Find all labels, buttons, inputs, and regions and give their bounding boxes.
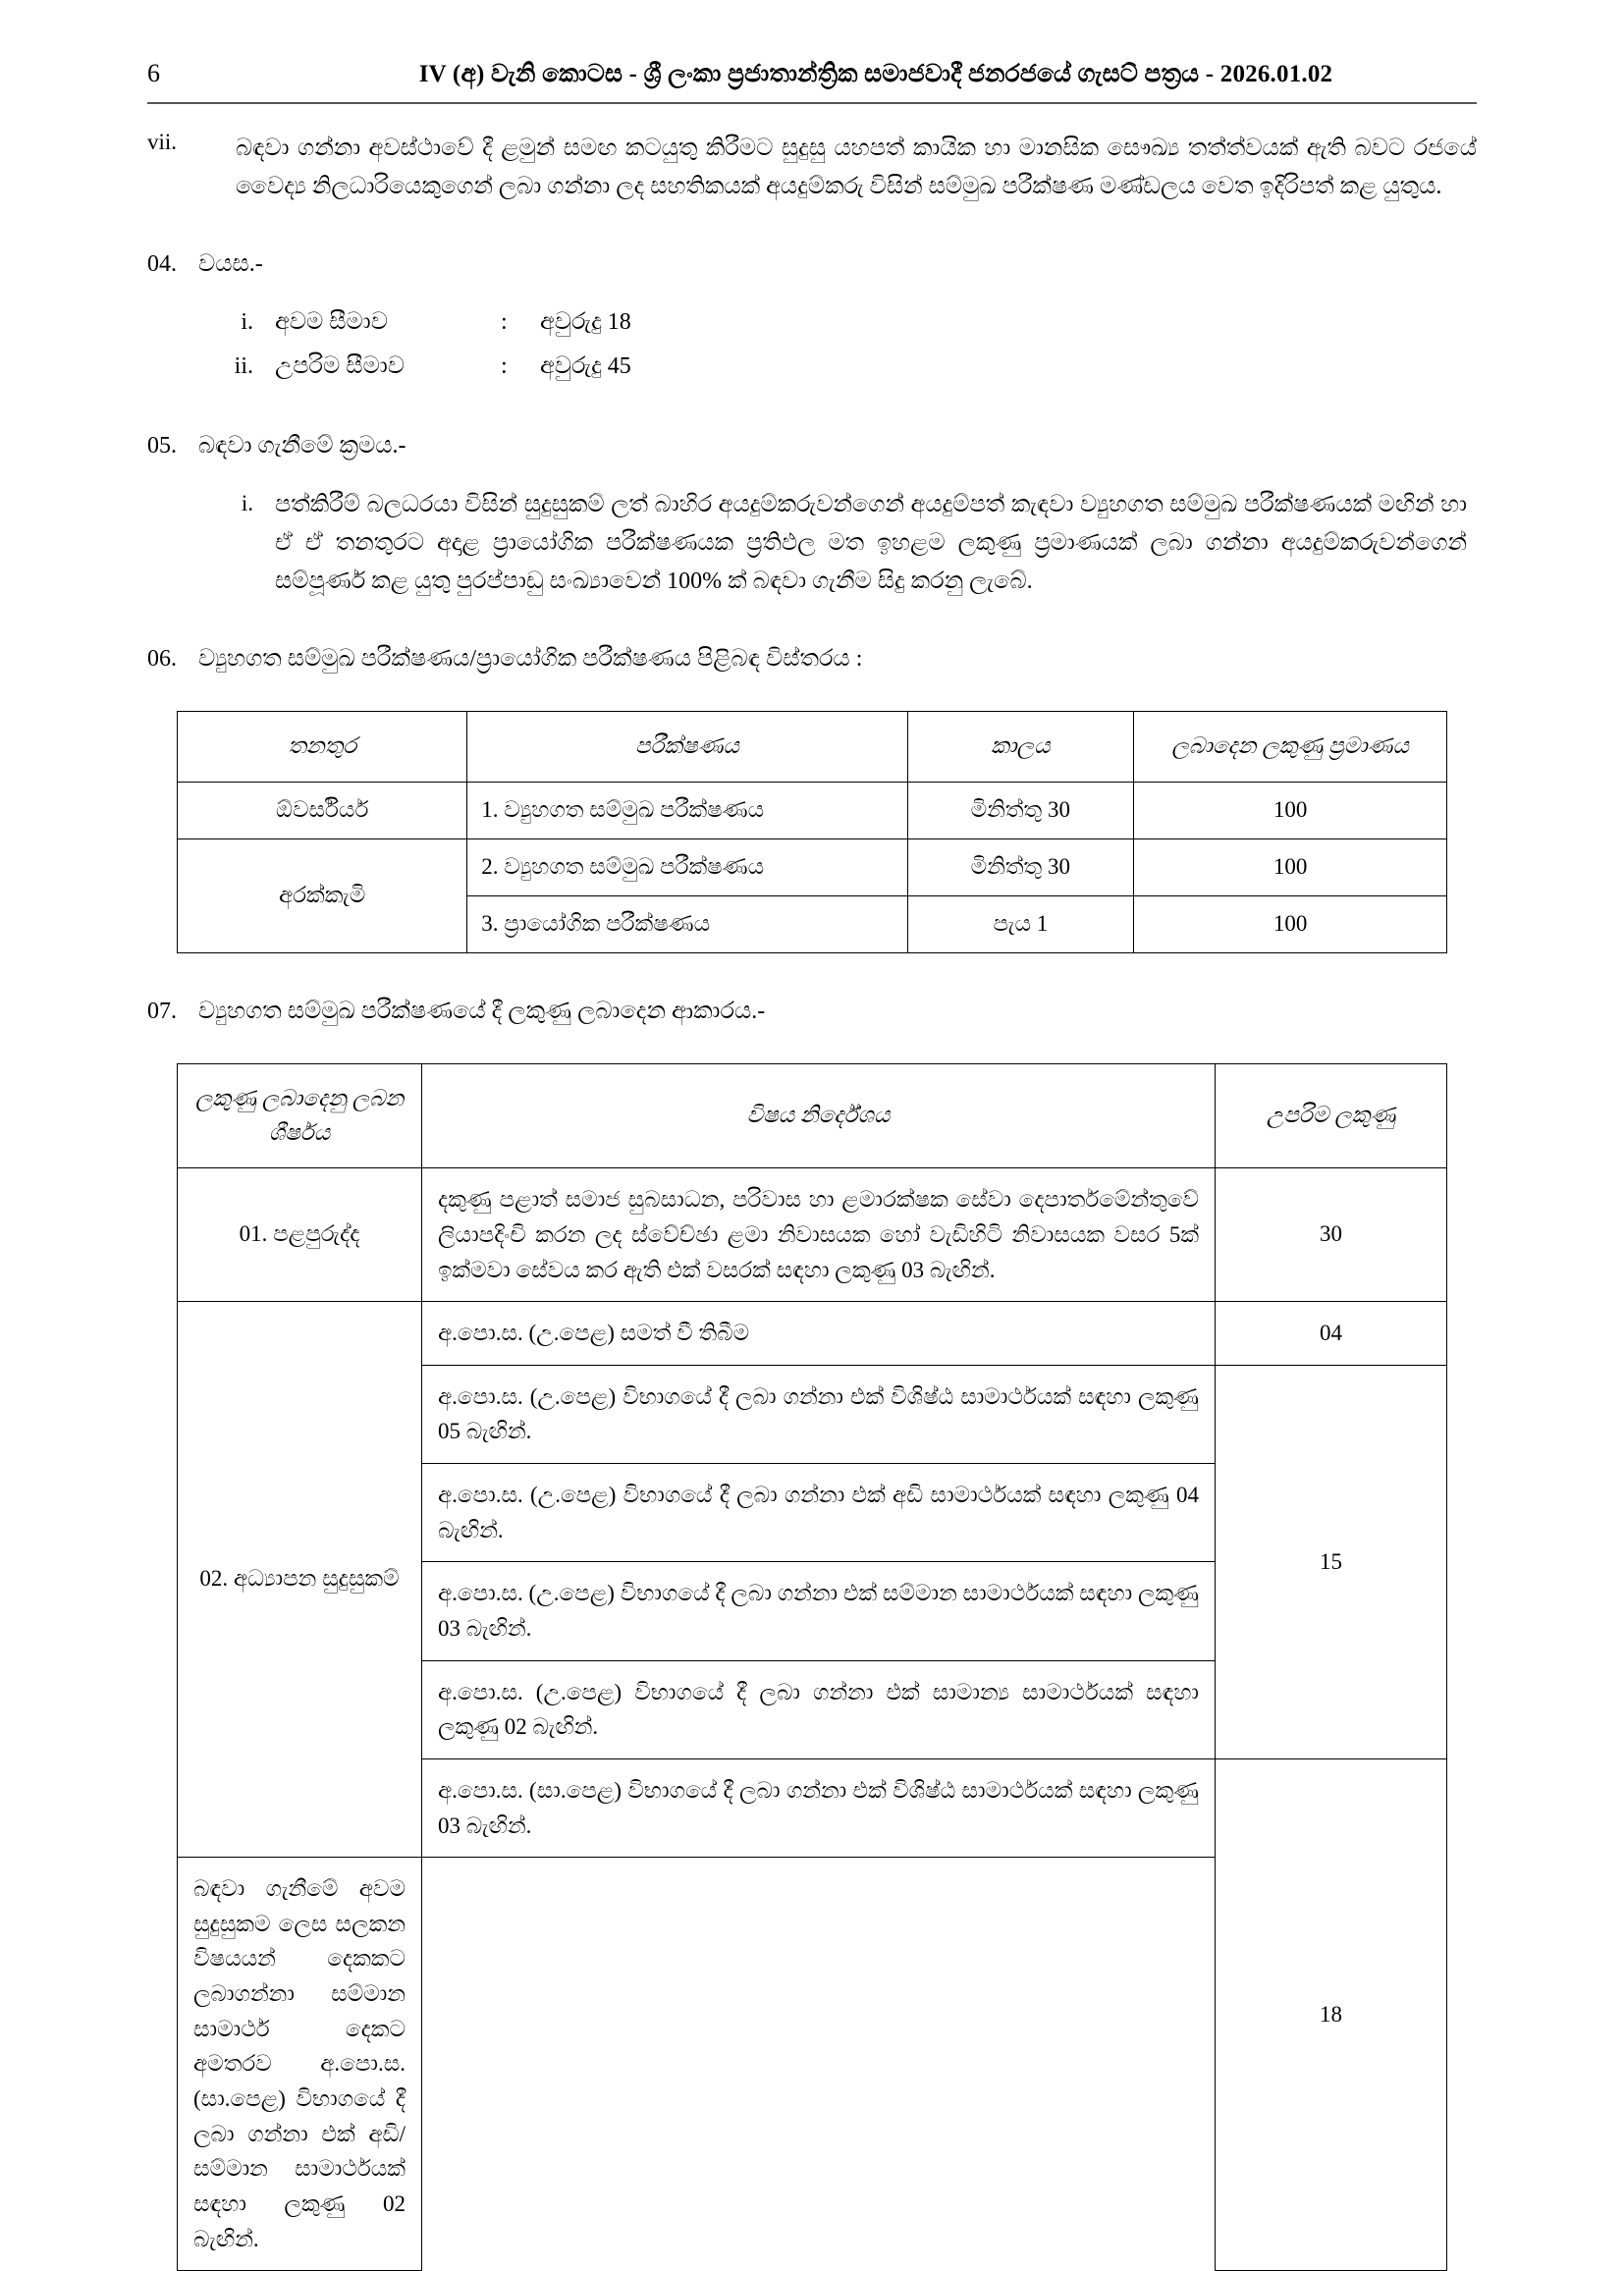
section-05-item (147, 486, 1477, 601)
cell-test-1: 1. ව්‍යුහගත සම්මුඛ පරීක්ෂණය (467, 782, 907, 838)
cell-marks-2: 100 (1134, 838, 1447, 895)
clause-vii (147, 130, 1477, 206)
interview-details-table-wrapper (147, 711, 1477, 953)
header-divider (147, 102, 1477, 104)
page-title: IV (අ) වැනි කොටස - ශ්‍රී ලංකා ප්‍රජාතාන්ත්‍රික සමාජවාදී ජනරජයේ ගැසට් පත්‍රය - 2026.01.02 (418, 61, 1333, 87)
table-header-row (178, 712, 1447, 783)
clause-vii-marker: vii. (147, 130, 178, 154)
section-07-number: 07. (147, 998, 177, 1024)
section-04-number: 04. (147, 250, 177, 277)
cell-test-2: 2. ව්‍යුහගත සම්මුඛ පරීක්ෂණය (467, 838, 907, 895)
cell-heading-experience: 01. පළපුරුද්ද (178, 1168, 422, 1302)
marking-scheme-table-wrapper (147, 1063, 1477, 2271)
cell-duration-1: මිනිත්තු 30 (907, 782, 1134, 838)
table-row (178, 838, 1447, 895)
cell-marks-1: 100 (1134, 782, 1447, 838)
interview-details-table (177, 711, 1447, 953)
cell-post-overseer: ඕවර්සියර් (178, 782, 467, 838)
col-header-post: තනතුර (178, 712, 467, 783)
cell-marks-edu-3: 18 (1216, 1758, 1447, 2270)
age-max-value: අවුරුදු 45 (540, 352, 631, 379)
cell-description-edu-4: අ.පො.ස. (උ.පෙළ) විභාගයේ දී ලබා ගන්නා එක් සම්මාන සාමාර්ථයක් සඳහා ලකුණු 03 බැඟින්. (422, 1562, 1216, 1660)
age-min-value: අවුරුදු 18 (540, 309, 631, 336)
table-row (178, 1302, 1447, 1366)
list-item (147, 300, 1477, 344)
age-limit-list (147, 300, 1477, 388)
section-07 (147, 993, 1477, 1030)
cell-marks-edu-2: 15 (1216, 1365, 1447, 1758)
col-header-syllabus: විෂය නිර්දේශය (422, 1064, 1216, 1168)
section-06-number: 06. (147, 645, 177, 672)
marking-scheme-table (177, 1063, 1447, 2271)
section-05-title: බඳවා ගැනීමේ ක්‍රමය.- (198, 432, 406, 459)
document-body (0, 130, 1624, 2271)
section-06 (147, 640, 1477, 677)
list-item (147, 345, 1477, 388)
clause-vii-text: බඳවා ගන්නා අවස්ථාවේ දී ළමුන් සමඟ කටයුතු කිරීමට සුදුසු යහපත් කායික හා මානසික සෞඛ්‍ය තත්ත්වයක් ඇති බවට රජයේ වෛද්‍ය නිලධාරියෙකුගෙන් ලබා ගන්නා ලද සහතිකයක් අයදුම්කරු විසින් සම්මුඛ පරීක්ෂණ මණ්ඩලය වෙත ඉදිරිපත් කළ යුතුය. (236, 135, 1477, 199)
age-max-label: උපරිම සීමාව (275, 352, 405, 379)
cell-duration-2: මිනිත්තු 30 (907, 838, 1134, 895)
age-min-label: අවම සීමාව (275, 309, 388, 336)
cell-test-3: 3. ප්‍රායෝගික පරීක්ෂණය (467, 895, 907, 952)
section-05-number: 05. (147, 432, 177, 459)
cell-marks-edu-1: 04 (1216, 1302, 1447, 1366)
section-05-item-marker: i. (241, 491, 253, 516)
cell-description-edu-5: අ.පො.ස. (උ.පෙළ) විභාගයේ දී ලබා ගන්නා එක් සාමාන්‍ය සාමාර්ථයක් සඳහා ලකුණු 02 බැඟින්. (422, 1660, 1216, 1758)
table-row (178, 1168, 1447, 1302)
section-06-title: ව්‍යුහගත සම්මුඛ පරීක්ෂණය/ප්‍රායෝගික පරීක්ෂණය පිළිබඳ විස්තරය : (198, 645, 863, 672)
section-04-title: වයස.- (198, 250, 263, 277)
cell-duration-3: පැය 1 (907, 895, 1134, 952)
cell-description-edu-7: බඳවා ගැනීමේ අවම සුදුසුකම ලෙස සලකන විෂයයන් දෙකකට ලබාගන්නා සම්මාන සාමාර්ථ දෙකට අමතරව අ.පො.ස. (සා.පෙළ) විභාගයේ දී ලබා ගන්නා එක් අඩි/සම්මාන සාමාර්ථයක් සඳහා ලකුණු 02 බැඟින්. (178, 1858, 422, 2271)
col-header-marks: ලබාදෙන ලකුණු ප්‍රමාණය (1134, 712, 1447, 783)
age-min-colon: : (501, 309, 508, 336)
cell-description-edu-1: අ.පො.ස. (උ.පෙළ) සමත් වී තිබීම (422, 1302, 1216, 1366)
cell-description-edu-3: අ.පො.ස. (උ.පෙළ) විභාගයේ දී ලබා ගන්නා එක් අඩි සාමාර්ථයක් සඳහා ලකුණු 04 බැඟින්. (422, 1464, 1216, 1562)
cell-description-experience: දකුණු පළාත් සමාජ සුබසාධන, පරිවාස හා ළමාරක්ෂක සේවා දෙපාර්තමේන්තුවේ ලියාපදිංචි කරන ලද ස්වේච්ඡා ළමා නිවාසයක හෝ වැඩිහිටි නිවාසයක වසර 5ක් ඉක්මවා සේවය කර ඇති එක් වසරක් සඳහා ලකුණු 03 බැඟින්. (422, 1168, 1216, 1302)
cell-description-edu-6: අ.පො.ස. (සා.පෙළ) විභාගයේ දී ලබා ගන්නා එක් විශිෂ්ඨ සාමාර්ථයක් සඳහා ලකුණු 03 බැඟින්. (422, 1758, 1216, 1857)
cell-post-cook: අරක්කැමි (178, 838, 467, 952)
section-05 (147, 427, 1477, 601)
section-04 (147, 245, 1477, 388)
age-max-marker: ii. (234, 352, 253, 379)
section-05-item-text: පත්කිරීම් බලධරයා විසින් සුදුසුකම් ලත් බාහිර අයදුම්කරුවන්ගෙන් අයදුම්පත් කැඳවා ව්‍යුහගත සම්මුඛ පරීක්ෂණයක් මඟින් හා ඒ ඒ තනතුරට අදාළ ප්‍රායෝගික පරීක්ෂණයක ප්‍රතිඵල මත ඉහළම ලකුණු ප්‍රමාණයක් ලබා ගන්නා අයදුම්කරුවන්ගෙන් සම්පූර්ණ කළ යුතු පුරප්පාඩු සංඛ්‍යාවෙන් 100% ක් බඳවා ගැනීම සිදු කරනු ලැබේ. (275, 492, 1467, 595)
age-min-marker: i. (241, 309, 253, 336)
age-max-colon: : (501, 352, 508, 379)
cell-marks-3: 100 (1134, 895, 1447, 952)
page-header (0, 0, 1624, 88)
table-row (178, 782, 1447, 838)
cell-description-edu-2: අ.පො.ස. (උ.පෙළ) විභාගයේ දී ලබා ගන්නා එක් විශිෂ්ඨ සාමාර්ථයක් සඳහා ලකුණු 05 බැඟින්. (422, 1365, 1216, 1463)
col-header-max-marks: උපරිම ලකුණු (1216, 1064, 1447, 1168)
table-header-row (178, 1064, 1447, 1168)
cell-marks-experience: 30 (1216, 1168, 1447, 1302)
page-number: 6 (147, 59, 160, 87)
col-header-test: පරීක්ෂණය (467, 712, 907, 783)
col-header-duration: කාලය (907, 712, 1134, 783)
col-header-heading: ලකුණු ලබාදෙනු ලබන ශීර්ෂය (178, 1064, 422, 1168)
section-07-title: ව්‍යුහගත සම්මුඛ පරීක්ෂණයේ දී ලකුණු ලබාදෙන ආකාරය.- (198, 998, 766, 1024)
cell-heading-education: 02. අධ්‍යාපන සුදුසුකම් (178, 1302, 422, 1858)
